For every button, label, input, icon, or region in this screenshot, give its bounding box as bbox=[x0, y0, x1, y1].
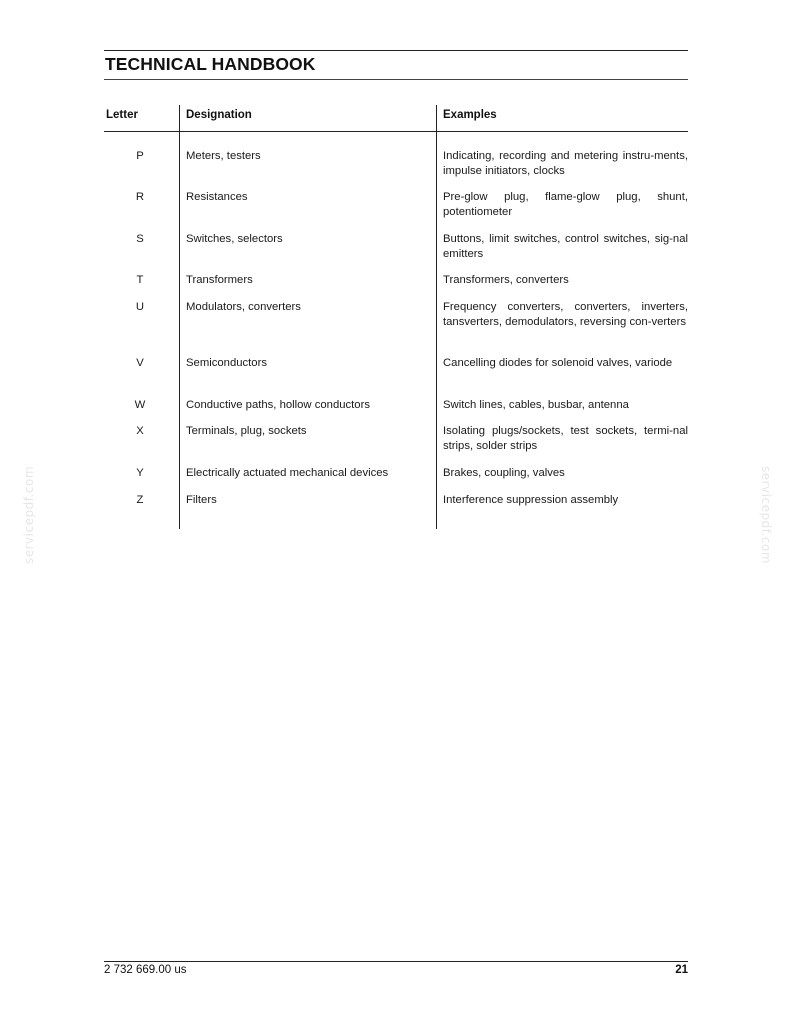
row-letter: Y bbox=[136, 467, 144, 479]
column-header-letter: Letter bbox=[106, 109, 138, 121]
row-designation: Conductive paths, hollow conductors bbox=[186, 399, 370, 411]
row-designation: Semiconductors bbox=[186, 357, 267, 369]
column-divider bbox=[436, 105, 437, 529]
row-letter: P bbox=[136, 150, 144, 162]
row-designation: Electrically actuated mechanical devices bbox=[186, 467, 389, 479]
row-designation: Terminals, plug, sockets bbox=[186, 425, 307, 437]
row-designation: Meters, testers bbox=[186, 150, 261, 162]
column-divider bbox=[179, 105, 180, 529]
document-number: 2 732 669.00 us bbox=[104, 964, 187, 976]
column-header-examples: Examples bbox=[443, 109, 497, 121]
header-rule bbox=[104, 131, 688, 132]
footer-rule bbox=[104, 961, 688, 962]
row-letter: U bbox=[135, 301, 145, 313]
row-designation: Modulators, converters bbox=[186, 301, 301, 313]
row-examples: Indicating, recording and metering instru-ments, impulse initiators, clocks bbox=[443, 150, 688, 177]
row-letter: T bbox=[136, 274, 144, 286]
row-letter: S bbox=[136, 233, 144, 245]
row-examples: Buttons, limit switches, control switches, sig-nal emitters bbox=[443, 233, 688, 260]
page-title: TECHNICAL HANDBOOK bbox=[105, 54, 316, 74]
row-examples: Brakes, coupling, valves bbox=[443, 467, 565, 479]
row-designation: Transformers bbox=[186, 274, 253, 286]
watermark-left: servicepdf.com bbox=[22, 465, 36, 565]
row-examples: Frequency converters, converters, inverters, tansverters, demodulators, reversing con-verters bbox=[443, 301, 688, 328]
row-examples: Switch lines, cables, busbar, antenna bbox=[443, 399, 629, 411]
title-rule bbox=[104, 79, 688, 80]
watermark-right: servicepdf.com bbox=[759, 465, 773, 565]
row-examples: Cancelling diodes for solenoid valves, variode bbox=[443, 357, 673, 369]
row-designation: Switches, selectors bbox=[186, 233, 283, 245]
row-letter: W bbox=[134, 399, 146, 411]
row-examples: Isolating plugs/sockets, test sockets, termi-nal strips, solder strips bbox=[443, 425, 688, 452]
row-designation: Filters bbox=[186, 494, 217, 506]
row-designation: Resistances bbox=[186, 191, 248, 203]
row-examples: Pre-glow plug, flame-glow plug, shunt, potentiometer bbox=[443, 191, 688, 218]
row-letter: R bbox=[135, 191, 145, 203]
row-letter: V bbox=[136, 357, 144, 369]
page-number: 21 bbox=[675, 964, 688, 976]
top-rule bbox=[104, 50, 688, 51]
column-header-designation: Designation bbox=[186, 109, 252, 121]
row-letter: X bbox=[136, 425, 144, 437]
row-examples: Interference suppression assembly bbox=[443, 494, 619, 506]
row-letter: Z bbox=[136, 494, 144, 506]
row-examples: Transformers, converters bbox=[443, 274, 569, 286]
